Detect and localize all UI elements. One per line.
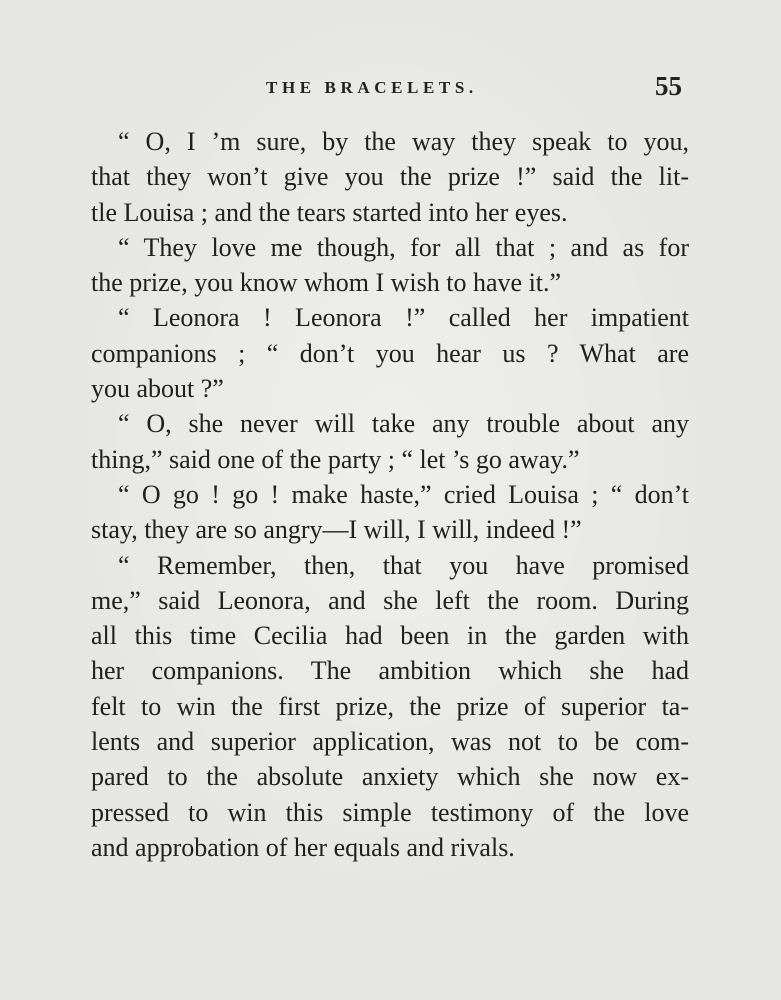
page-number: 55 bbox=[655, 71, 682, 101]
body-text bbox=[91, 124, 689, 864]
text-line: the prize, you know whom I wish to have it.” bbox=[91, 268, 562, 298]
text-line: companions ; “ don’t you hear us ? What are bbox=[91, 338, 689, 368]
text-line: tle Louisa ; and the tears started into her eyes. bbox=[91, 197, 568, 227]
text-line: “ O go ! go ! make haste,” cried Louisa ; “ don’t bbox=[118, 479, 689, 509]
text-line: and approbation of her equals and rivals. bbox=[91, 832, 515, 862]
text-line: stay, they are so angry—I will, I will, indeed !” bbox=[91, 515, 582, 545]
text-line: lents and superior application, was not to be com- bbox=[91, 727, 689, 757]
text-line: “ Remember, then, that you have promised bbox=[118, 550, 689, 580]
text-line: you about ?” bbox=[91, 374, 224, 404]
text-line: thing,” said one of the party ; “ let ’s go away.” bbox=[91, 444, 580, 474]
text-line: “ O, I ’m sure, by the way they speak to you, bbox=[118, 127, 689, 156]
text-line: that they won’t give you the prize !” said the lit- bbox=[91, 162, 689, 192]
running-title: THE BRACELETS. bbox=[266, 78, 478, 97]
text-line: her companions. The ambition which she had bbox=[91, 656, 689, 686]
text-line: pared to the absolute anxiety which she now ex- bbox=[91, 762, 689, 792]
text-line: pressed to win this simple testimony of the love bbox=[91, 797, 689, 827]
text-line: “ Leonora ! Leonora !” called her impatient bbox=[118, 303, 689, 333]
text-line: felt to win the first prize, the prize of superior ta- bbox=[91, 691, 689, 721]
text-line: all this time Cecilia had been in the garden with bbox=[91, 621, 689, 651]
text-line: “ O, she never will take any trouble about any bbox=[118, 409, 689, 439]
text-line: me,” said Leonora, and she left the room. During bbox=[91, 585, 689, 615]
text-line: “ They love me though, for all that ; and as for bbox=[118, 232, 689, 262]
